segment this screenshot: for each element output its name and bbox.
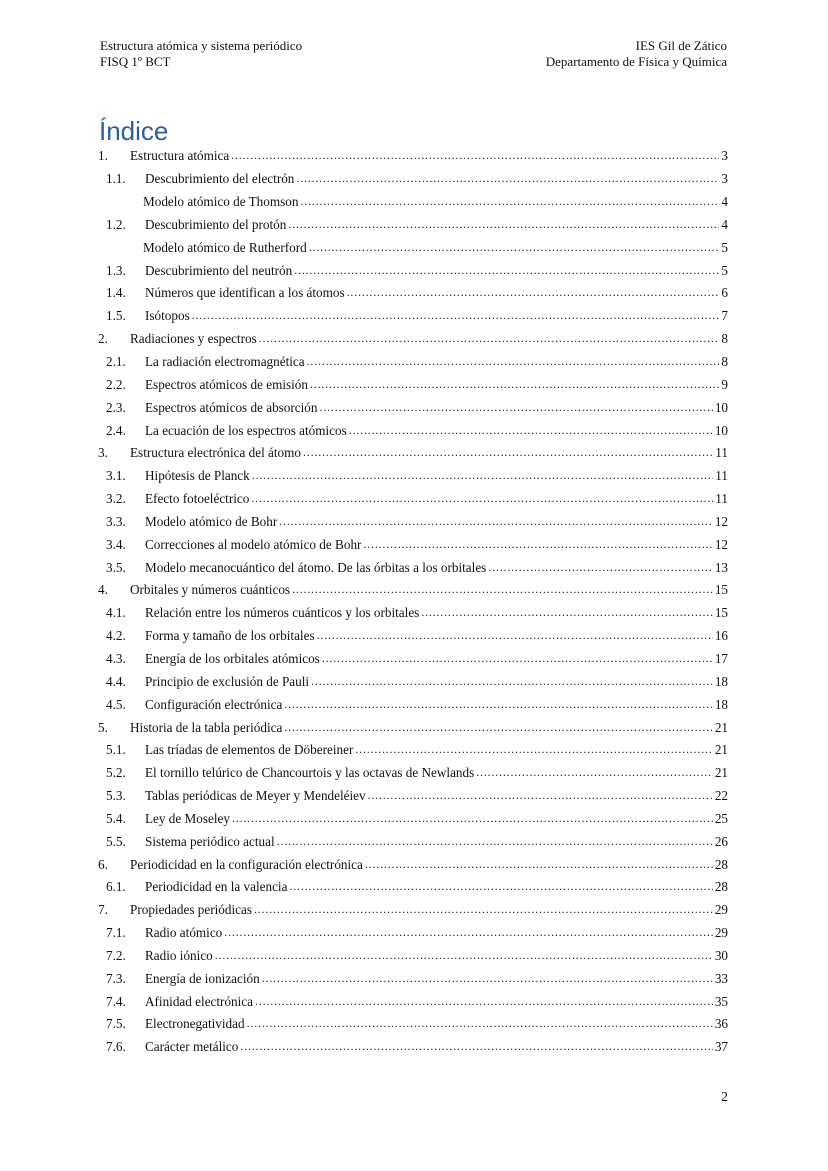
toc-entry[interactable] xyxy=(98,967,728,990)
toc-dot-leader xyxy=(296,172,719,186)
toc-entry-title[interactable]: Las tríadas de elementos de Döbereiner xyxy=(145,742,354,758)
toc-entry-title[interactable]: Energía de los orbitales atómicos xyxy=(145,650,320,666)
toc-entry-page[interactable]: 22 xyxy=(714,788,728,804)
toc-entry-title[interactable]: La ecuación de los espectros atómicos xyxy=(145,422,347,438)
toc-entry-title[interactable]: Energía de ionización xyxy=(145,970,260,986)
toc-heading: Índice xyxy=(99,116,169,146)
toc-entry-number: 4.3. xyxy=(106,650,126,666)
toc-entry[interactable] xyxy=(98,625,728,648)
toc-entry-title[interactable]: Descubrimiento del protón xyxy=(145,216,287,232)
toc-entry-title[interactable]: Hipótesis de Planck xyxy=(145,468,250,484)
toc-entry-number: 3.5. xyxy=(106,559,126,575)
toc-dot-leader xyxy=(215,949,713,963)
toc-entry-page[interactable]: 21 xyxy=(714,742,728,758)
toc-entry-number: 5.5. xyxy=(106,833,126,849)
toc-entry[interactable] xyxy=(98,945,728,968)
toc-entry-page[interactable]: 36 xyxy=(714,1016,728,1032)
toc-dot-leader xyxy=(488,561,713,575)
toc-entry-title[interactable]: Modelo atómico de Rutherford xyxy=(143,239,307,255)
toc-entry-page[interactable]: 7 xyxy=(721,308,728,324)
toc-entry[interactable] xyxy=(98,488,728,511)
toc-entry-title[interactable]: Principio de exclusión de Pauli xyxy=(145,673,310,689)
toc-entry-title[interactable]: Descubrimiento del neutrón xyxy=(145,262,293,278)
toc-entry-page[interactable]: 3 xyxy=(721,171,728,187)
toc-entry[interactable] xyxy=(98,693,728,716)
toc-dot-leader xyxy=(347,286,720,300)
toc-entry-title[interactable]: Tablas periódicas de Meyer y Mendeléiev xyxy=(145,788,366,804)
toc-dot-leader xyxy=(262,972,713,986)
toc-dot-leader xyxy=(192,309,720,323)
page-header-left xyxy=(100,38,302,70)
toc-entry-number: 5.2. xyxy=(106,765,126,781)
toc-dot-leader xyxy=(421,606,713,620)
toc-entry-page[interactable]: 4 xyxy=(721,216,728,232)
toc-dot-leader xyxy=(300,195,719,209)
toc-entry-page[interactable]: 11 xyxy=(715,445,728,461)
toc-entry-title[interactable]: Propiedades periódicas xyxy=(130,902,252,918)
toc-dot-leader xyxy=(252,469,714,483)
toc-dot-leader xyxy=(294,264,719,278)
toc-dot-leader xyxy=(307,355,720,369)
toc-entry-page[interactable]: 13 xyxy=(714,559,728,575)
toc-entry-number: 5. xyxy=(98,719,108,735)
toc-entry-title[interactable]: Historia de la tabla periódica xyxy=(130,719,283,735)
toc-entry[interactable] xyxy=(98,373,728,396)
department-name: Departamento de Física y Química xyxy=(545,54,727,69)
toc-entry[interactable] xyxy=(98,990,728,1013)
toc-entry-title[interactable]: Descubrimiento del electrón xyxy=(145,171,295,187)
toc-entry-page[interactable]: 26 xyxy=(714,833,728,849)
toc-entry-number: 1.5. xyxy=(106,308,126,324)
toc-entry-page[interactable]: 10 xyxy=(714,422,728,438)
toc-entry[interactable] xyxy=(98,236,728,259)
toc-dot-leader xyxy=(363,538,712,552)
toc-entry-number: 2. xyxy=(98,331,108,347)
toc-dot-leader xyxy=(259,332,720,346)
toc-entry-number: 7.2. xyxy=(106,947,126,963)
toc-dot-leader xyxy=(349,424,713,438)
toc-entry-title[interactable]: Estructura atómica xyxy=(130,148,230,164)
toc-entry[interactable] xyxy=(98,533,728,556)
toc-entry[interactable] xyxy=(98,876,728,899)
toc-entry-number: 4.1. xyxy=(106,605,126,621)
toc-entry[interactable] xyxy=(98,899,728,922)
toc-entry-page[interactable]: 37 xyxy=(714,1039,728,1055)
toc-dot-leader xyxy=(240,1040,712,1054)
toc-entry[interactable] xyxy=(98,1036,728,1059)
toc-entry-title[interactable]: El tornillo telúrico de Chancourtois y las octavas de Newlands xyxy=(145,765,475,781)
toc-entry-title[interactable]: Sistema periódico actual xyxy=(145,833,275,849)
toc-entry-title[interactable]: Radio iónico xyxy=(145,947,213,963)
toc-entry[interactable] xyxy=(98,168,728,191)
toc-entry-title[interactable]: Isótopos xyxy=(145,308,190,324)
toc-entry[interactable] xyxy=(98,511,728,534)
toc-entry-page[interactable]: 3 xyxy=(721,148,728,164)
toc-entry-title[interactable]: Modelo mecanocuántico del átomo. De las órbitas a los orbitales xyxy=(145,559,487,575)
toc-entry-number: 4.5. xyxy=(106,696,126,712)
toc-entry-number: 6.1. xyxy=(106,879,126,895)
toc-entry-page[interactable]: 6 xyxy=(721,285,728,301)
toc-entry-page[interactable]: 29 xyxy=(714,925,728,941)
toc-entry[interactable] xyxy=(98,716,728,739)
toc-entry-number: 1.2. xyxy=(106,216,126,232)
toc-entry-number: 4.4. xyxy=(106,673,126,689)
toc-entry-title[interactable]: Espectros atómicos de absorción xyxy=(145,399,318,415)
toc-entry-page[interactable]: 29 xyxy=(714,902,728,918)
toc-entry-page[interactable]: 33 xyxy=(714,970,728,986)
toc-entry[interactable] xyxy=(98,648,728,671)
toc-entry[interactable] xyxy=(98,351,728,374)
toc-entry-number: 2.2. xyxy=(106,376,126,392)
toc-entry-number: 5.1. xyxy=(106,742,126,758)
toc-dot-leader xyxy=(311,675,713,689)
toc-entry-number: 7.5. xyxy=(106,1016,126,1032)
toc-entry[interactable] xyxy=(98,259,728,282)
toc-entry[interactable] xyxy=(98,579,728,602)
page-header-right xyxy=(546,38,727,70)
toc-dot-leader xyxy=(309,241,720,255)
toc-entry[interactable] xyxy=(98,830,728,853)
toc-dot-leader xyxy=(317,629,713,643)
toc-entry-title[interactable]: Relación entre los números cuánticos y los orbitales xyxy=(145,605,420,621)
toc-entry-number: 7.3. xyxy=(106,970,126,986)
toc-entry-number: 4. xyxy=(98,582,108,598)
toc-entry-number: 2.1. xyxy=(106,354,126,370)
toc-entry[interactable] xyxy=(98,305,728,328)
toc-dot-leader xyxy=(255,995,713,1009)
toc-entry-page[interactable]: 15 xyxy=(714,582,728,598)
toc-entry[interactable] xyxy=(98,785,728,808)
toc-dot-leader xyxy=(247,1017,713,1031)
toc-entry-title[interactable]: Periodicidad en la configuración electrónica xyxy=(130,856,363,872)
toc-entry-title[interactable]: Correcciones al modelo atómico de Bohr xyxy=(145,536,362,552)
toc-entry-title[interactable]: Números que identifican a los átomos xyxy=(145,285,345,301)
toc-entry[interactable] xyxy=(98,853,728,876)
toc-entry-number: 7. xyxy=(98,902,108,918)
toc-entry-title[interactable]: Orbitales y números cuánticos xyxy=(130,582,291,598)
toc-entry[interactable] xyxy=(98,670,728,693)
toc-entry-page[interactable]: 15 xyxy=(714,605,728,621)
toc-entry-title[interactable]: Afinidad electrónica xyxy=(145,993,254,1009)
toc-entry-title[interactable]: Electronegatividad xyxy=(145,1016,245,1032)
toc-entry-page[interactable]: 5 xyxy=(721,239,728,255)
toc-entry-number: 3.4. xyxy=(106,536,126,552)
toc-entry[interactable] xyxy=(98,602,728,625)
toc-entry-number: 2.3. xyxy=(106,399,126,415)
toc-dot-leader xyxy=(288,218,719,232)
toc-entry[interactable] xyxy=(98,214,728,237)
toc-entry-title[interactable]: Radio atómico xyxy=(145,925,223,941)
table-of-contents xyxy=(98,145,728,1059)
toc-entry-page[interactable]: 11 xyxy=(715,491,728,507)
toc-entry-number: 1.1. xyxy=(106,171,126,187)
toc-entry[interactable] xyxy=(98,1013,728,1036)
toc-entry-page[interactable]: 12 xyxy=(714,536,728,552)
toc-entry-title[interactable]: Periodicidad en la valencia xyxy=(145,879,288,895)
toc-entry-page[interactable]: 16 xyxy=(714,628,728,644)
toc-dot-leader xyxy=(310,378,719,392)
toc-entry-title[interactable]: Estructura electrónica del átomo xyxy=(130,445,301,461)
toc-entry-page[interactable]: 8 xyxy=(721,354,728,370)
toc-entry[interactable] xyxy=(98,328,728,351)
toc-entry-number: 1.3. xyxy=(106,262,126,278)
course-label: FISQ 1º BCT xyxy=(100,54,171,69)
toc-entry-page[interactable]: 35 xyxy=(714,993,728,1009)
document-title: Estructura atómica y sistema periódico xyxy=(100,38,303,53)
toc-dot-leader xyxy=(284,698,713,712)
toc-entry-title[interactable]: La radiación electromagnética xyxy=(145,354,305,370)
toc-entry-title[interactable]: Espectros atómicos de emisión xyxy=(145,376,308,392)
toc-dot-leader xyxy=(303,446,713,460)
toc-entry-number: 2.4. xyxy=(106,422,126,438)
toc-entry-title[interactable]: Modelo atómico de Bohr xyxy=(145,513,278,529)
toc-entry-title[interactable]: Modelo atómico de Thomson xyxy=(143,194,299,210)
toc-dot-leader xyxy=(322,652,713,666)
toc-entry-page[interactable]: 21 xyxy=(714,719,728,735)
toc-entry-number: 1.4. xyxy=(106,285,126,301)
toc-entry[interactable] xyxy=(98,556,728,579)
toc-entry-title[interactable]: Radiaciones y espectros xyxy=(130,331,257,347)
toc-dot-leader xyxy=(277,835,713,849)
toc-entry[interactable] xyxy=(98,396,728,419)
toc-entry-page[interactable]: 10 xyxy=(714,399,728,415)
toc-dot-leader xyxy=(279,515,713,529)
toc-entry-title[interactable]: Configuración electrónica xyxy=(145,696,283,712)
toc-dot-leader xyxy=(284,721,712,735)
toc-dot-leader xyxy=(365,858,713,872)
toc-dot-leader xyxy=(251,492,713,506)
toc-dot-leader xyxy=(368,789,713,803)
toc-entry-page[interactable]: 28 xyxy=(714,856,728,872)
toc-entry[interactable] xyxy=(98,807,728,830)
toc-entry-page[interactable]: 30 xyxy=(714,947,728,963)
toc-entry[interactable] xyxy=(98,922,728,945)
toc-entry-page[interactable]: 4 xyxy=(721,194,728,210)
toc-dot-leader xyxy=(254,903,713,917)
toc-entry-page[interactable]: 25 xyxy=(714,810,728,826)
toc-entry[interactable] xyxy=(98,191,728,214)
toc-entry-title[interactable]: Efecto fotoeléctrico xyxy=(145,491,250,507)
toc-entry-page[interactable]: 8 xyxy=(721,331,728,347)
toc-entry-number: 3.1. xyxy=(106,468,126,484)
toc-dot-leader xyxy=(355,743,712,757)
toc-dot-leader xyxy=(476,766,713,780)
toc-entry-title[interactable]: Ley de Moseley xyxy=(145,810,230,826)
toc-entry[interactable] xyxy=(98,145,728,168)
toc-dot-leader xyxy=(292,583,713,597)
toc-dot-leader xyxy=(289,880,712,894)
toc-dot-leader xyxy=(224,926,713,940)
toc-entry-title[interactable]: Carácter metálico xyxy=(145,1039,239,1055)
toc-dot-leader xyxy=(320,401,713,415)
toc-dot-leader xyxy=(231,149,719,163)
toc-entry-page[interactable]: 9 xyxy=(721,376,728,392)
toc-entry-number: 7.4. xyxy=(106,993,126,1009)
toc-entry-page[interactable]: 17 xyxy=(714,650,728,666)
toc-entry-number: 7.6. xyxy=(106,1039,126,1055)
page-number: 2 xyxy=(721,1090,728,1105)
toc-entry-page[interactable]: 12 xyxy=(714,513,728,529)
toc-entry-page[interactable]: 5 xyxy=(721,262,728,278)
toc-entry-number: 6. xyxy=(98,856,108,872)
toc-entry[interactable] xyxy=(98,442,728,465)
toc-entry-page[interactable]: 28 xyxy=(714,879,728,895)
school-name: IES Gil de Zático xyxy=(635,38,727,53)
toc-entry[interactable] xyxy=(98,739,728,762)
toc-entry-number: 1. xyxy=(98,148,108,164)
toc-entry-number: 3.3. xyxy=(106,513,126,529)
toc-entry-number: 7.1. xyxy=(106,925,126,941)
toc-entry-number: 5.4. xyxy=(106,810,126,826)
toc-dot-leader xyxy=(232,812,713,826)
toc-entry-number: 4.2. xyxy=(106,628,126,644)
toc-entry-page[interactable]: 18 xyxy=(714,696,728,712)
toc-entry-page[interactable]: 11 xyxy=(715,468,728,484)
toc-entry-number: 3. xyxy=(98,445,108,461)
toc-entry-page[interactable]: 18 xyxy=(714,673,728,689)
toc-entry-page[interactable]: 21 xyxy=(714,765,728,781)
toc-entry-number: 3.2. xyxy=(106,491,126,507)
toc-entry[interactable] xyxy=(98,419,728,442)
toc-entry[interactable] xyxy=(98,762,728,785)
toc-entry-number: 5.3. xyxy=(106,788,126,804)
toc-entry[interactable] xyxy=(98,465,728,488)
toc-entry[interactable] xyxy=(98,282,728,305)
toc-entry-title[interactable]: Forma y tamaño de los orbitales xyxy=(145,628,315,644)
